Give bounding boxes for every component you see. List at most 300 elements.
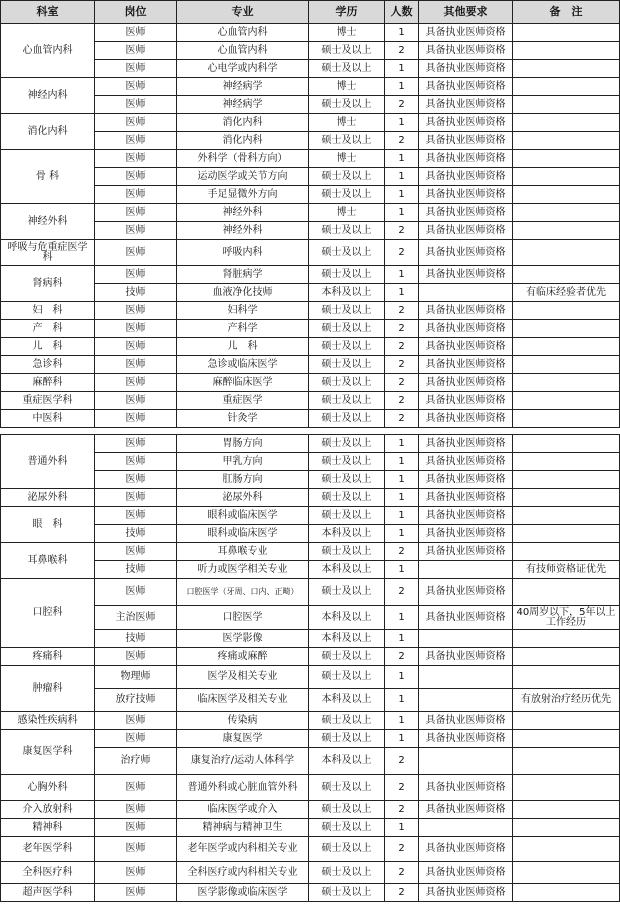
table-row — [1, 204, 620, 222]
cell-count: 2 — [385, 132, 419, 150]
cell-position: 主治医师 — [95, 606, 177, 630]
cell-notes: 40周岁以下，5年以上工作经历 — [513, 606, 620, 630]
cell-position: 医师 — [95, 320, 177, 338]
cell-education: 本科及以上 — [309, 630, 385, 648]
cell-major: 心血管内科 — [177, 42, 309, 60]
table-section-1 — [1, 24, 620, 428]
table-row — [1, 730, 620, 748]
cell-requirements: 具备执业医师资格 — [419, 338, 513, 356]
cell-count: 2 — [385, 862, 419, 884]
cell-count: 2 — [385, 410, 419, 428]
cell-requirements: 具备执业医师资格 — [419, 606, 513, 630]
cell-position: 医师 — [95, 884, 177, 902]
cell-notes — [513, 186, 620, 204]
cell-major: 医学影像或临床医学 — [177, 884, 309, 902]
cell-position: 医师 — [95, 150, 177, 168]
cell-position: 医师 — [95, 356, 177, 374]
cell-notes — [513, 266, 620, 284]
cell-department: 心血管内科 — [1, 24, 95, 78]
cell-requirements: 具备执业医师资格 — [419, 222, 513, 240]
cell-count: 2 — [385, 392, 419, 410]
table-row — [1, 837, 620, 862]
cell-major: 传染病 — [177, 712, 309, 730]
cell-position: 技师 — [95, 284, 177, 302]
cell-position: 医师 — [95, 507, 177, 525]
cell-department: 疼痛科 — [1, 648, 95, 666]
cell-notes: 有技师资格证优先 — [513, 561, 620, 579]
cell-department: 超声医学科 — [1, 884, 95, 902]
cell-requirements: 具备执业医师资格 — [419, 24, 513, 42]
cell-count: 1 — [385, 168, 419, 186]
cell-count: 2 — [385, 801, 419, 819]
cell-requirements: 具备执业医师资格 — [419, 302, 513, 320]
cell-count: 1 — [385, 561, 419, 579]
cell-major: 临床医学或介入 — [177, 801, 309, 819]
cell-education: 硕士及以上 — [309, 392, 385, 410]
cell-position: 医师 — [95, 392, 177, 410]
cell-notes — [513, 712, 620, 730]
header-position: 岗位 — [95, 1, 177, 24]
table-row — [1, 775, 620, 801]
cell-notes — [513, 132, 620, 150]
table-row — [1, 489, 620, 507]
table-row — [1, 648, 620, 666]
cell-position: 医师 — [95, 712, 177, 730]
cell-notes — [513, 204, 620, 222]
cell-position: 物理师 — [95, 666, 177, 689]
cell-position: 医师 — [95, 240, 177, 266]
cell-requirements — [419, 630, 513, 648]
cell-count: 1 — [385, 507, 419, 525]
cell-education: 硕士及以上 — [309, 222, 385, 240]
cell-requirements: 具备执业医师资格 — [419, 453, 513, 471]
cell-requirements — [419, 561, 513, 579]
cell-major: 听力或医学相关专业 — [177, 561, 309, 579]
cell-major: 心电学或内科学 — [177, 60, 309, 78]
cell-department: 肿瘤科 — [1, 666, 95, 712]
cell-education: 硕士及以上 — [309, 266, 385, 284]
cell-education: 硕士及以上 — [309, 579, 385, 606]
cell-requirements: 具备执业医师资格 — [419, 168, 513, 186]
cell-position: 医师 — [95, 471, 177, 489]
cell-major: 麻醉临床医学 — [177, 374, 309, 392]
cell-notes — [513, 78, 620, 96]
header-row — [1, 1, 620, 24]
cell-education: 硕士及以上 — [309, 648, 385, 666]
cell-major: 外科学（骨科方向） — [177, 150, 309, 168]
cell-major: 急诊或临床医学 — [177, 356, 309, 374]
cell-requirements: 具备执业医师资格 — [419, 132, 513, 150]
cell-requirements: 具备执业医师资格 — [419, 114, 513, 132]
cell-department: 儿 科 — [1, 338, 95, 356]
cell-count: 1 — [385, 819, 419, 837]
cell-education: 硕士及以上 — [309, 42, 385, 60]
cell-count: 1 — [385, 525, 419, 543]
cell-position: 医师 — [95, 579, 177, 606]
cell-notes — [513, 96, 620, 114]
cell-requirements: 具备执业医师资格 — [419, 240, 513, 266]
cell-department: 普通外科 — [1, 435, 95, 489]
cell-count: 2 — [385, 837, 419, 862]
cell-department: 心胸外科 — [1, 775, 95, 801]
cell-education: 硕士及以上 — [309, 837, 385, 862]
cell-notes — [513, 356, 620, 374]
cell-notes — [513, 489, 620, 507]
cell-count: 2 — [385, 748, 419, 775]
cell-education: 硕士及以上 — [309, 186, 385, 204]
cell-department: 重症医学科 — [1, 392, 95, 410]
cell-position: 医师 — [95, 42, 177, 60]
cell-count: 2 — [385, 374, 419, 392]
cell-major: 眼科或临床医学 — [177, 507, 309, 525]
cell-count: 2 — [385, 240, 419, 266]
cell-major: 胃肠方向 — [177, 435, 309, 453]
header-count: 人数 — [385, 1, 419, 24]
cell-requirements: 具备执业医师资格 — [419, 320, 513, 338]
cell-major: 产科学 — [177, 320, 309, 338]
cell-education: 硕士及以上 — [309, 730, 385, 748]
cell-position: 医师 — [95, 730, 177, 748]
table-section-2 — [1, 435, 620, 902]
cell-major: 精神病与精神卫生 — [177, 819, 309, 837]
cell-notes — [513, 884, 620, 902]
cell-major: 消化内科 — [177, 114, 309, 132]
cell-education: 硕士及以上 — [309, 801, 385, 819]
cell-requirements: 具备执业医师资格 — [419, 471, 513, 489]
cell-requirements: 具备执业医师资格 — [419, 801, 513, 819]
cell-requirements: 具备执业医师资格 — [419, 489, 513, 507]
cell-education: 博士 — [309, 204, 385, 222]
table-row — [1, 150, 620, 168]
cell-count: 1 — [385, 489, 419, 507]
cell-notes: 有放射治疗经历优先 — [513, 689, 620, 712]
cell-major: 妇科学 — [177, 302, 309, 320]
cell-notes — [513, 837, 620, 862]
cell-position: 医师 — [95, 114, 177, 132]
cell-education: 硕士及以上 — [309, 320, 385, 338]
cell-notes — [513, 819, 620, 837]
cell-major: 甲乳方向 — [177, 453, 309, 471]
cell-requirements — [419, 284, 513, 302]
cell-major: 全科医疗或内科相关专业 — [177, 862, 309, 884]
cell-notes — [513, 730, 620, 748]
cell-education: 硕士及以上 — [309, 489, 385, 507]
cell-department: 口腔科 — [1, 579, 95, 648]
cell-notes — [513, 525, 620, 543]
cell-education: 本科及以上 — [309, 284, 385, 302]
cell-department: 泌尿外科 — [1, 489, 95, 507]
cell-notes — [513, 42, 620, 60]
cell-education: 硕士及以上 — [309, 356, 385, 374]
cell-major: 心血管内科 — [177, 24, 309, 42]
cell-count: 1 — [385, 78, 419, 96]
cell-major: 消化内科 — [177, 132, 309, 150]
cell-major: 血液净化技师 — [177, 284, 309, 302]
cell-position: 放疗技师 — [95, 689, 177, 712]
table-row — [1, 266, 620, 284]
table-row — [1, 24, 620, 42]
cell-count: 1 — [385, 284, 419, 302]
cell-education: 硕士及以上 — [309, 374, 385, 392]
cell-education: 博士 — [309, 114, 385, 132]
cell-position: 医师 — [95, 186, 177, 204]
header-dept: 科室 — [1, 1, 95, 24]
cell-major: 呼吸内科 — [177, 240, 309, 266]
cell-requirements: 具备执业医师资格 — [419, 96, 513, 114]
cell-education: 硕士及以上 — [309, 302, 385, 320]
cell-department: 消化内科 — [1, 114, 95, 150]
cell-notes — [513, 748, 620, 775]
cell-count: 2 — [385, 543, 419, 561]
table-row — [1, 320, 620, 338]
cell-notes — [513, 801, 620, 819]
cell-position: 治疗师 — [95, 748, 177, 775]
cell-department: 介入放射科 — [1, 801, 95, 819]
cell-requirements: 具备执业医师资格 — [419, 507, 513, 525]
cell-notes — [513, 240, 620, 266]
cell-major: 肾脏病学 — [177, 266, 309, 284]
cell-education: 博士 — [309, 24, 385, 42]
cell-count: 2 — [385, 42, 419, 60]
cell-requirements: 具备执业医师资格 — [419, 579, 513, 606]
cell-education: 硕士及以上 — [309, 775, 385, 801]
cell-education: 本科及以上 — [309, 606, 385, 630]
cell-notes — [513, 374, 620, 392]
cell-position: 医师 — [95, 862, 177, 884]
cell-requirements: 具备执业医师资格 — [419, 356, 513, 374]
table-row — [1, 507, 620, 525]
cell-requirements: 具备执业医师资格 — [419, 78, 513, 96]
table-row — [1, 884, 620, 902]
cell-education: 硕士及以上 — [309, 471, 385, 489]
cell-education: 硕士及以上 — [309, 410, 385, 428]
cell-education: 硕士及以上 — [309, 507, 385, 525]
cell-department: 耳鼻喉科 — [1, 543, 95, 579]
cell-position: 医师 — [95, 168, 177, 186]
cell-notes — [513, 435, 620, 453]
cell-position: 医师 — [95, 302, 177, 320]
cell-position: 医师 — [95, 837, 177, 862]
cell-count: 2 — [385, 579, 419, 606]
cell-count: 1 — [385, 186, 419, 204]
cell-major: 口腔医学（牙周、口内、正畸） — [177, 579, 309, 606]
cell-requirements: 具备执业医师资格 — [419, 884, 513, 902]
cell-requirements: 具备执业医师资格 — [419, 837, 513, 862]
table-row — [1, 579, 620, 606]
cell-major: 疼痛或麻醉 — [177, 648, 309, 666]
cell-education: 硕士及以上 — [309, 543, 385, 561]
cell-position: 医师 — [95, 60, 177, 78]
cell-position: 医师 — [95, 24, 177, 42]
cell-requirements: 具备执业医师资格 — [419, 150, 513, 168]
cell-major: 重症医学 — [177, 392, 309, 410]
cell-education: 博士 — [309, 150, 385, 168]
cell-requirements: 具备执业医师资格 — [419, 186, 513, 204]
cell-notes — [513, 775, 620, 801]
cell-department: 麻醉科 — [1, 374, 95, 392]
cell-department: 神经内科 — [1, 78, 95, 114]
cell-count: 1 — [385, 60, 419, 78]
cell-education: 硕士及以上 — [309, 338, 385, 356]
section-gap — [1, 428, 620, 435]
cell-requirements — [419, 819, 513, 837]
cell-count: 2 — [385, 884, 419, 902]
cell-notes — [513, 862, 620, 884]
cell-position: 医师 — [95, 648, 177, 666]
cell-position: 医师 — [95, 374, 177, 392]
cell-department: 老年医学科 — [1, 837, 95, 862]
cell-position: 医师 — [95, 338, 177, 356]
cell-education: 硕士及以上 — [309, 884, 385, 902]
cell-major: 儿 科 — [177, 338, 309, 356]
cell-education: 硕士及以上 — [309, 712, 385, 730]
cell-requirements: 具备执业医师资格 — [419, 648, 513, 666]
table-row — [1, 240, 620, 266]
cell-position: 医师 — [95, 222, 177, 240]
cell-count: 1 — [385, 471, 419, 489]
cell-notes — [513, 168, 620, 186]
cell-major: 康复医学 — [177, 730, 309, 748]
cell-department: 肾病科 — [1, 266, 95, 302]
cell-major: 康复治疗/运动人体科学 — [177, 748, 309, 775]
cell-department: 康复医学科 — [1, 730, 95, 775]
cell-major: 神经外科 — [177, 222, 309, 240]
cell-department: 急诊科 — [1, 356, 95, 374]
cell-requirements: 具备执业医师资格 — [419, 435, 513, 453]
header-notes: 备 注 — [513, 1, 620, 24]
cell-count: 2 — [385, 320, 419, 338]
cell-notes — [513, 579, 620, 606]
cell-position: 医师 — [95, 96, 177, 114]
cell-education: 本科及以上 — [309, 561, 385, 579]
cell-count: 1 — [385, 630, 419, 648]
cell-position: 医师 — [95, 543, 177, 561]
cell-position: 技师 — [95, 525, 177, 543]
cell-position: 医师 — [95, 801, 177, 819]
cell-education: 硕士及以上 — [309, 666, 385, 689]
cell-count: 1 — [385, 204, 419, 222]
cell-education: 硕士及以上 — [309, 862, 385, 884]
cell-requirements — [419, 748, 513, 775]
cell-position: 医师 — [95, 435, 177, 453]
cell-notes — [513, 24, 620, 42]
cell-department: 妇 科 — [1, 302, 95, 320]
table-row — [1, 712, 620, 730]
cell-count: 2 — [385, 302, 419, 320]
cell-position: 技师 — [95, 630, 177, 648]
cell-notes — [513, 630, 620, 648]
cell-count: 1 — [385, 666, 419, 689]
cell-education: 本科及以上 — [309, 748, 385, 775]
cell-major: 眼科或临床医学 — [177, 525, 309, 543]
table-row — [1, 543, 620, 561]
cell-count: 1 — [385, 689, 419, 712]
cell-position: 医师 — [95, 819, 177, 837]
cell-major: 针灸学 — [177, 410, 309, 428]
cell-department: 精神科 — [1, 819, 95, 837]
cell-requirements — [419, 666, 513, 689]
cell-major: 医学影像 — [177, 630, 309, 648]
cell-department: 全科医疗科 — [1, 862, 95, 884]
cell-notes — [513, 320, 620, 338]
table-row — [1, 356, 620, 374]
cell-notes — [513, 666, 620, 689]
cell-requirements: 具备执业医师资格 — [419, 543, 513, 561]
cell-education: 本科及以上 — [309, 525, 385, 543]
cell-major: 口腔医学 — [177, 606, 309, 630]
cell-department: 产 科 — [1, 320, 95, 338]
cell-department: 中医科 — [1, 410, 95, 428]
cell-count: 1 — [385, 453, 419, 471]
cell-position: 技师 — [95, 561, 177, 579]
cell-department: 眼 科 — [1, 507, 95, 543]
cell-requirements: 具备执业医师资格 — [419, 42, 513, 60]
cell-requirements — [419, 689, 513, 712]
cell-count: 2 — [385, 356, 419, 374]
cell-notes — [513, 60, 620, 78]
cell-position: 医师 — [95, 204, 177, 222]
cell-count: 1 — [385, 266, 419, 284]
cell-major: 临床医学及相关专业 — [177, 689, 309, 712]
cell-count: 1 — [385, 150, 419, 168]
cell-major: 老年医学或内科相关专业 — [177, 837, 309, 862]
cell-requirements: 具备执业医师资格 — [419, 204, 513, 222]
table-row — [1, 862, 620, 884]
cell-major: 神经病学 — [177, 96, 309, 114]
table-row — [1, 78, 620, 96]
cell-position: 医师 — [95, 132, 177, 150]
cell-major: 运动医学或关节方向 — [177, 168, 309, 186]
cell-requirements: 具备执业医师资格 — [419, 266, 513, 284]
cell-requirements: 具备执业医师资格 — [419, 730, 513, 748]
table-row — [1, 666, 620, 689]
cell-notes — [513, 302, 620, 320]
table-row — [1, 302, 620, 320]
cell-count: 1 — [385, 712, 419, 730]
cell-major: 手足显微外方向 — [177, 186, 309, 204]
table-row — [1, 338, 620, 356]
table-row — [1, 374, 620, 392]
cell-requirements: 具备执业医师资格 — [419, 862, 513, 884]
cell-major: 神经病学 — [177, 78, 309, 96]
cell-department: 骨 科 — [1, 150, 95, 204]
cell-position: 医师 — [95, 775, 177, 801]
cell-notes — [513, 453, 620, 471]
cell-major: 神经外科 — [177, 204, 309, 222]
table-row — [1, 114, 620, 132]
cell-count: 1 — [385, 24, 419, 42]
cell-education: 硕士及以上 — [309, 240, 385, 266]
cell-education: 博士 — [309, 78, 385, 96]
cell-count: 1 — [385, 730, 419, 748]
cell-count: 2 — [385, 338, 419, 356]
cell-education: 硕士及以上 — [309, 96, 385, 114]
table-row — [1, 410, 620, 428]
cell-department: 感染性疾病科 — [1, 712, 95, 730]
cell-requirements: 具备执业医师资格 — [419, 775, 513, 801]
table-row — [1, 435, 620, 453]
cell-count: 1 — [385, 435, 419, 453]
cell-count: 2 — [385, 775, 419, 801]
cell-position: 医师 — [95, 453, 177, 471]
cell-education: 本科及以上 — [309, 689, 385, 712]
cell-education: 硕士及以上 — [309, 132, 385, 150]
cell-major: 普通外科或心脏血管外科 — [177, 775, 309, 801]
cell-count: 2 — [385, 648, 419, 666]
cell-education: 硕士及以上 — [309, 435, 385, 453]
cell-department: 呼吸与危重症医学科 — [1, 240, 95, 266]
cell-notes — [513, 410, 620, 428]
